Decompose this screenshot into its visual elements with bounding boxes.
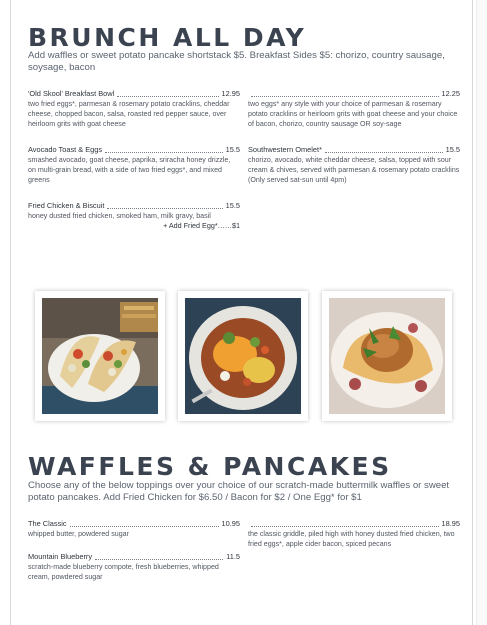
item-price: 15.5	[225, 201, 240, 210]
item-name: Southwestern Omelet*	[248, 145, 322, 154]
item-addon: + Add Fried Egg*……$1	[163, 221, 240, 230]
item-description: scratch-made blueberry compote, fresh blueberries, whipped cream, powdered sugar	[28, 563, 219, 581]
item-description: two fried eggs*, parmesan & rosemary potato cracklins, cheddar cheese, chopped bacon, salsa, roasted red pepper sauce, over heirloom grits with goat cheese	[28, 100, 230, 128]
brunch-intro: Add waffles or sweet potato pancake shortstack $5. Breakfast Sides $5: chorizo, country sausage, soysage, bacon	[28, 50, 445, 73]
page-border-left	[10, 0, 11, 625]
item-price: 10.95	[221, 519, 240, 528]
dot-leader	[251, 526, 439, 527]
chicken-waffle-photo	[322, 291, 452, 421]
menu-item	[28, 519, 240, 539]
menu-item	[28, 89, 240, 129]
dot-leader	[325, 152, 443, 153]
menu-item	[28, 201, 240, 231]
item-price: 11.5	[226, 552, 240, 561]
item-price: 15.5	[445, 145, 460, 154]
menu-item	[248, 89, 460, 129]
skillet-photo	[178, 291, 308, 421]
item-description: honey dusted fried chicken, smoked ham, milk gravy, basil	[28, 212, 211, 220]
menu-item	[28, 552, 240, 582]
dot-leader	[117, 96, 218, 97]
item-description: smashed avocado, goat cheese, paprika, sriracha honey drizzle, on multi-grain bread, with a side of two fried eggs*, and mixed greens	[28, 156, 231, 184]
waffles-intro: Choose any of the below toppings over your choice of our scratch-made buttermilk waffles or sweet potato pancakes. Add Fried Chicken for $6.50 / Bacon for $2 / One Egg* for $1	[28, 480, 450, 503]
menu-item	[28, 145, 240, 185]
item-name: 'Old Skool' Breakfast Bowl	[28, 89, 115, 98]
menu-item	[248, 145, 460, 185]
tacos-photo-icon	[42, 298, 158, 414]
item-price: 18.95	[441, 519, 460, 528]
item-name: Fried Chicken & Biscuit	[28, 201, 105, 210]
item-price: 12.25	[441, 89, 460, 98]
menu-item	[248, 519, 460, 549]
item-description: chorizo, avocado, white cheddar cheese, salsa, topped with sour cream & chives, served with parmesan & rosemary potato cracklins (Only served sat-sun until 4pm)	[248, 156, 460, 184]
tacos-photo	[35, 291, 165, 421]
dot-leader	[70, 526, 219, 527]
item-name: The Classic	[28, 519, 67, 528]
item-name: Avocado Toast & Eggs	[28, 145, 103, 154]
item-description: whipped butter, powdered sugar	[28, 530, 129, 538]
item-description: the classic griddle, piled high with honey dusted fried chicken, two fried eggs*, apple cider bacon, spiced pecans	[248, 530, 455, 548]
item-price: 12.95	[221, 89, 240, 98]
brunch-heading: BRUNCH ALL DAY	[28, 23, 307, 52]
dot-leader	[251, 96, 439, 97]
item-name: Mountain Blueberry	[28, 552, 93, 561]
scrollbar[interactable]	[476, 0, 487, 625]
skillet-photo-icon	[185, 298, 301, 414]
dot-leader	[95, 559, 223, 560]
dot-leader	[105, 152, 223, 153]
page-border-right	[472, 0, 473, 625]
chicken-waffle-photo-icon	[329, 298, 445, 414]
dot-leader	[107, 208, 222, 209]
waffles-heading: WAFFLES & PANCAKES	[28, 452, 392, 481]
item-description: two eggs* any style with your choice of parmesan & rosemary potato cracklins or heirloom grits with goat cheese and your choice of bacon, chorizo, country sausage OR soy-sage	[248, 100, 458, 128]
item-price: 15.5	[225, 145, 240, 154]
